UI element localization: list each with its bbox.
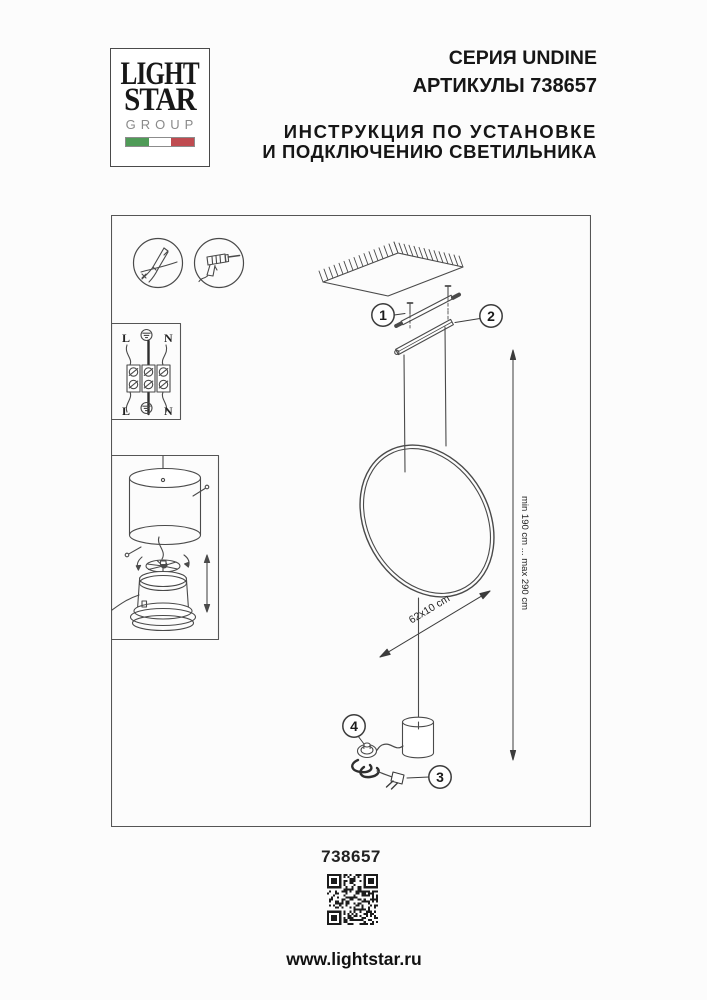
ring-dimension [380, 591, 490, 657]
suspension-wire-right [445, 327, 446, 446]
base-cable-exit [112, 595, 139, 610]
callout-2 [455, 305, 502, 327]
anchor-left [396, 324, 402, 327]
updown-arrow [204, 555, 209, 612]
wiring-label-l-top: L [122, 331, 131, 345]
logo-word-group: GROUP [125, 117, 199, 132]
canopy-bar-detail [398, 322, 452, 352]
shade-cylinder [130, 469, 201, 545]
rotate-arrow-left [136, 557, 142, 570]
logo-word-star: STAR [124, 81, 196, 118]
mounting-bar [401, 295, 453, 325]
power-cylinder [403, 717, 434, 758]
series-title: СЕРИЯ UNDINE [448, 47, 597, 69]
flag-green [126, 138, 149, 146]
callout-2-number: 2 [487, 308, 495, 324]
cable-to-plug [377, 771, 392, 777]
article-number: АРТИКУЛЫ 738657 [412, 75, 597, 97]
callout-4-number: 4 [350, 718, 358, 734]
cylinder-to-dimmer-cable [374, 744, 403, 750]
installation-diagram [111, 215, 591, 827]
wiring-label-n-bottom: N [164, 404, 173, 418]
wiring-label-n-top: N [164, 331, 173, 345]
dimmer-switch [358, 743, 377, 758]
website-url: www.lightstar.ru [286, 949, 422, 969]
shade-screw-left [125, 547, 141, 557]
flag-red [171, 138, 194, 146]
shade-to-spool-cord [158, 537, 163, 559]
callout-1-number: 1 [379, 307, 387, 323]
anchor-right [453, 295, 459, 298]
footer-article-number: 738657 [321, 847, 381, 866]
qr-code [327, 874, 378, 925]
cable-spool [146, 560, 180, 572]
wire-neutral-top [162, 345, 166, 365]
drill-glyph [199, 254, 240, 282]
rotate-arrow-right [184, 555, 189, 567]
winder-base [131, 572, 196, 631]
screw-right [446, 286, 451, 325]
instruction-title-line1: ИНСТРУКЦИЯ ПО УСТАНОВКЕ [283, 121, 597, 142]
ring-size-label: 62x10 cm [406, 592, 453, 627]
callout-3-number: 3 [436, 769, 444, 785]
callout-3 [407, 766, 451, 788]
lightstar-logo [110, 48, 210, 167]
wiring-inset [112, 324, 181, 420]
height-range-label: min 190 cm ... max 290 cm [519, 495, 530, 611]
italian-flag [125, 137, 195, 147]
wire-live-top [126, 345, 130, 365]
height-dimension [510, 350, 530, 760]
coiled-cable [352, 760, 379, 777]
wiring-label-l-bottom: L [122, 404, 131, 418]
earth-symbol-bottom [141, 403, 152, 414]
power-plug [387, 772, 405, 789]
logo-word-light: LIGHT [120, 55, 200, 92]
mounting-hardware [395, 286, 459, 355]
wire-stripper-glyph [141, 248, 177, 282]
terminal-block [127, 365, 170, 392]
earth-symbol-top [141, 330, 152, 341]
ring-lamp [333, 421, 520, 622]
suspension-wire-left [404, 355, 405, 472]
base-detail-inset [112, 456, 219, 640]
ceiling [319, 242, 463, 296]
callout-4 [343, 715, 365, 744]
flag-white [149, 138, 172, 146]
instruction-title-line2: И ПОДКЛЮЧЕНИЮ СВЕТИЛЬНИКА [262, 141, 597, 162]
tools-icons [134, 239, 244, 288]
